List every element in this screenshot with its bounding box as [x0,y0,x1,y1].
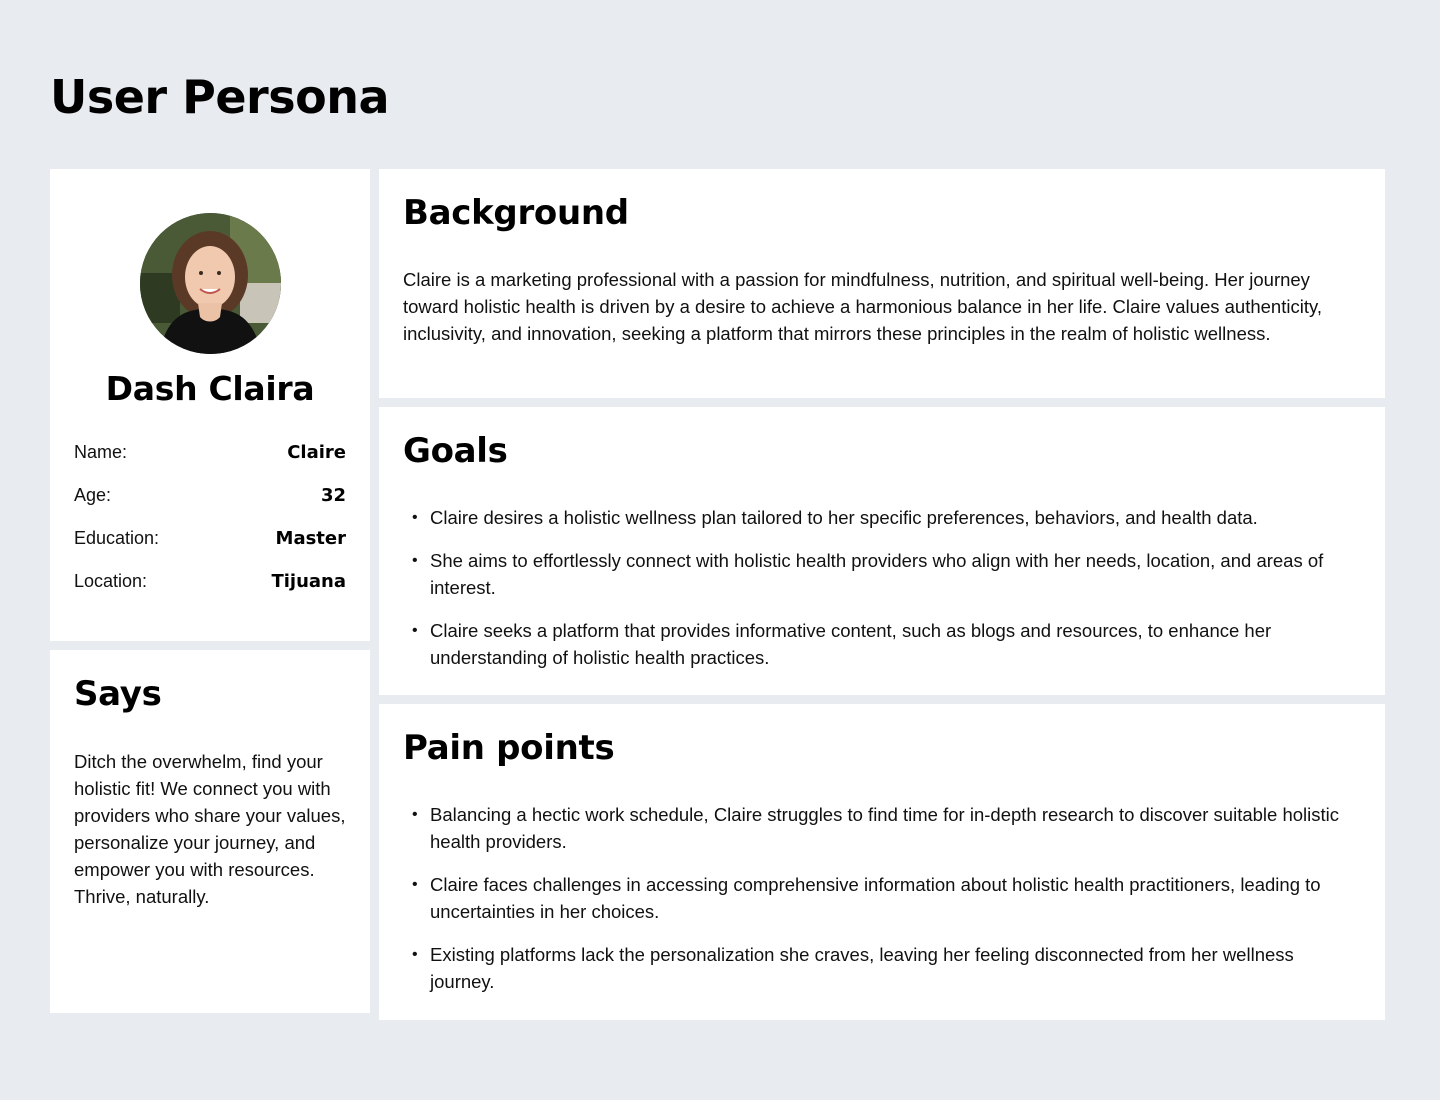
persona-name: Dash Claira [105,369,315,408]
profile-info-list [74,442,346,614]
person-photo-icon [140,213,281,354]
info-row-name [74,442,346,485]
goals-card [379,407,1385,695]
avatar [140,213,281,354]
pain-points-card [379,704,1385,1020]
page-title: User Persona [50,70,389,124]
info-row-location [74,571,346,614]
says-text: Ditch the overwhelm, find your holistic fit! We connect you with providers who share your values, personalize your journey, and empower you with resources. Thrive, naturally. [74,751,346,907]
background-heading: Background [403,193,629,233]
pain-points-list [403,801,1363,1011]
background-card [379,169,1385,398]
info-label: Location: [74,571,148,591]
info-value: Master [275,528,346,549]
pain-points-heading: Pain points [403,728,615,768]
list-item: • Claire faces challenges in accessing comprehensive information about holistic health practitioners, leading to uncertainties in her choices. [403,871,1363,925]
profile-card [50,169,370,641]
info-label: Name: [74,442,128,462]
info-row-education [74,528,346,571]
list-item: • Claire seeks a platform that provides informative content, such as blogs and resources, to enhance her understanding of holistic health practices. [403,617,1363,671]
list-item: • Balancing a hectic work schedule, Claire struggles to find time for in-depth research to discover suitable holistic health providers. [403,801,1363,855]
info-row-age [74,485,346,528]
list-item: • She aims to effortlessly connect with holistic health providers who align with her needs, location, and areas of interest. [403,547,1363,601]
goals-list [403,504,1363,687]
info-value: 32 [320,485,346,506]
info-label: Age: [74,485,112,505]
says-heading: Says [74,674,162,714]
goals-heading: Goals [403,431,508,471]
list-item: • Claire desires a holistic wellness plan tailored to her specific preferences, behaviors, and health data. [403,504,1363,531]
info-value: Claire [287,442,346,463]
info-value: Tijuana [271,571,346,592]
list-item: • Existing platforms lack the personalization she craves, leaving her feeling disconnected from her wellness journey. [403,941,1363,995]
says-card [50,650,370,1013]
info-label: Education: [74,528,160,548]
background-text: Claire is a marketing professional with a passion for mindfulness, nutrition, and spiritual well-being. Her journey toward holistic health is driven by a desire to achieve a harmonious balance in her life. Claire values authenticity, inclusivity, and innovation, seeking a platform that mirrors these principles in the realm of holistic wellness. [403,269,1322,344]
